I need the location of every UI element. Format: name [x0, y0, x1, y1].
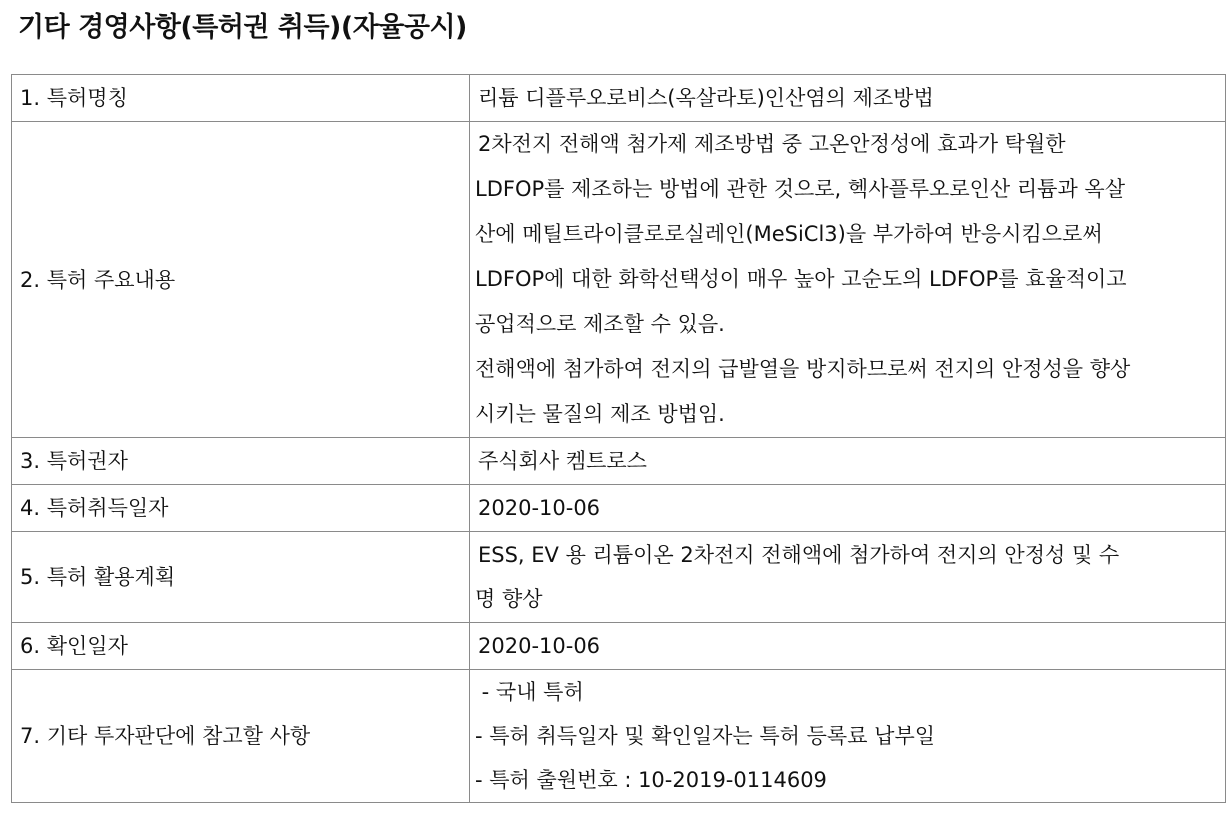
- value-line: ESS, EV 용 리튬이온 2차전지 전해액에 첨가하여 전지의 안정성 및 수: [478, 543, 1120, 567]
- value-line: LDFOP에 대한 화학선택성이 매우 높아 고순도의 LDFOP를 효율적이고: [475, 267, 1127, 291]
- row-value: [470, 532, 1226, 623]
- value-line: LDFOP를 제조하는 방법에 관한 것으로, 헥사플루오로인산 리튬과 옥살: [475, 177, 1125, 201]
- row-label: 3. 특허권자: [12, 438, 470, 485]
- table-row-acquisition-date: [12, 485, 1226, 532]
- table-row-usage-plan: [12, 532, 1226, 623]
- value-line: 2차전지 전해액 첨가제 제조방법 중 고온안정성에 효과가 탁월한: [478, 132, 1066, 156]
- value-line: - 국내 특허: [475, 680, 584, 704]
- value-line: - 특허 출원번호 : 10-2019-0114609: [475, 768, 827, 792]
- table-row-confirmation-date: [12, 623, 1226, 670]
- value-line: 산에 메틸트라이클로로실레인(MeSiCl3)을 부가하여 반응시킴으로써: [475, 222, 1103, 246]
- disclosure-table: [11, 74, 1226, 803]
- row-value: [470, 438, 1226, 485]
- table-row-other-notes: [12, 670, 1226, 803]
- page-title: 기타 경영사항(특허권 취득)(자율공시): [18, 12, 467, 43]
- row-value: [470, 623, 1226, 670]
- row-label: 2. 특허 주요내용: [12, 122, 470, 438]
- value-line: 2020-10-06: [478, 634, 601, 658]
- value-line: 전해액에 첨가하여 전지의 급발열을 방지하므로써 전지의 안정성을 향상: [475, 357, 1131, 381]
- value-line: 명 향상: [475, 587, 543, 611]
- value-line: 리튬 디플루오로비스(옥살라토)인산염의 제조방법: [478, 86, 934, 110]
- row-label: 4. 특허취득일자: [12, 485, 470, 532]
- value-line: 2020-10-06: [478, 496, 601, 520]
- row-label: 5. 특허 활용계획: [12, 532, 470, 623]
- table-row-patent-summary: [12, 122, 1226, 438]
- table-row-patent-holder: [12, 438, 1226, 485]
- table-row-patent-name: [12, 75, 1226, 122]
- row-value: [470, 670, 1226, 803]
- row-label: 7. 기타 투자판단에 참고할 사항: [12, 670, 470, 803]
- row-value: [470, 75, 1226, 122]
- row-value: [470, 122, 1226, 438]
- value-line: 주식회사 켐트로스: [478, 449, 647, 473]
- row-label: 1. 특허명칭: [12, 75, 470, 122]
- row-label: 6. 확인일자: [12, 623, 470, 670]
- value-line: 시키는 물질의 제조 방법임.: [475, 402, 725, 426]
- row-value: [470, 485, 1226, 532]
- value-line: - 특허 취득일자 및 확인일자는 특허 등록료 납부일: [475, 724, 936, 748]
- value-line: 공업적으로 제조할 수 있음.: [475, 312, 725, 336]
